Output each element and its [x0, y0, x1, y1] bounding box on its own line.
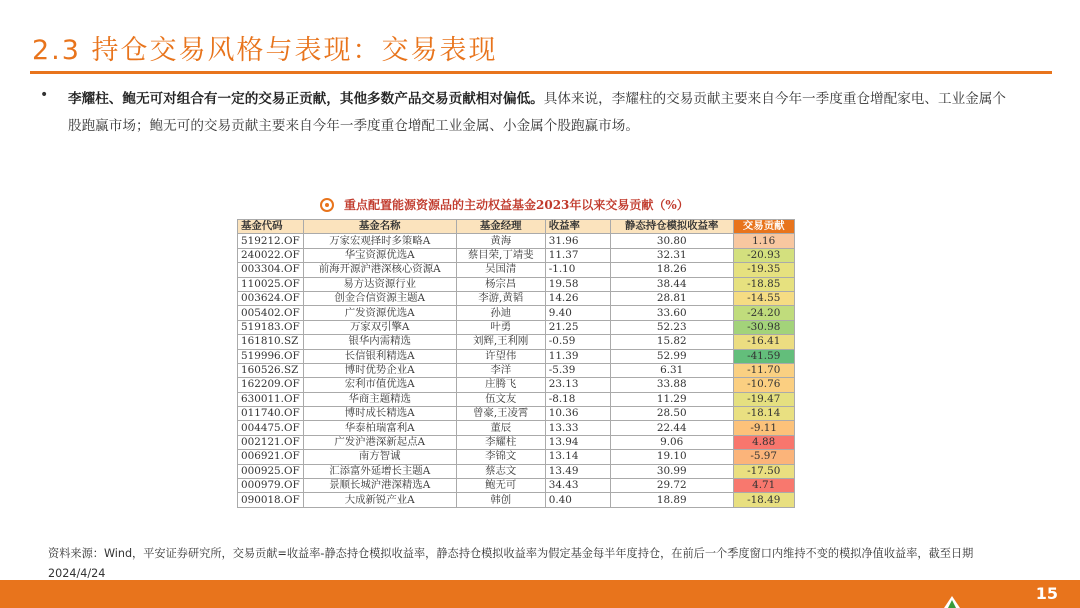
trade-contribution-cell: -19.47	[733, 392, 794, 406]
fund-code-cell: 002121.OF	[238, 435, 304, 449]
trade-contribution-cell: -41.59	[733, 349, 794, 363]
header-fund-name: 基金名称	[303, 220, 456, 234]
table-caption-text: 重点配置能源资源品的主动权益基金2023年以来交易贡献（%）	[344, 198, 689, 212]
fund-name-cell: 宏利市值优选A	[303, 378, 456, 392]
return-cell: 10.36	[545, 407, 610, 421]
static-return-cell: 29.72	[610, 479, 733, 493]
fund-manager-cell: 李洋	[456, 363, 545, 377]
fund-manager-cell: 蔡志文	[456, 464, 545, 478]
table-row	[238, 450, 795, 464]
table-row	[238, 407, 795, 421]
bullet-text	[68, 86, 1018, 140]
fund-manager-cell: 鲍无可	[456, 479, 545, 493]
header-fund-manager: 基金经理	[456, 220, 545, 234]
fund-manager-cell: 许望伟	[456, 349, 545, 363]
fund-code-cell: 006921.OF	[238, 450, 304, 464]
table-row	[238, 392, 795, 406]
fund-manager-cell: 叶勇	[456, 320, 545, 334]
title-divider	[30, 71, 1052, 74]
footer-bar	[0, 580, 1080, 608]
trade-contribution-cell: 4.71	[733, 479, 794, 493]
fund-code-cell: 005402.OF	[238, 306, 304, 320]
fund-name-cell: 广发资源优选A	[303, 306, 456, 320]
static-return-cell: 18.89	[610, 493, 733, 507]
static-return-cell: 9.06	[610, 435, 733, 449]
return-cell: 31.96	[545, 234, 610, 248]
header-return: 收益率	[545, 220, 610, 234]
fund-code-cell: 519183.OF	[238, 320, 304, 334]
return-cell: 14.26	[545, 291, 610, 305]
fund-manager-cell: 刘辉,王利刚	[456, 335, 545, 349]
fund-manager-cell: 韩创	[456, 493, 545, 507]
fund-code-cell: 519996.OF	[238, 349, 304, 363]
page-number: 15	[1035, 584, 1058, 603]
fund-code-cell: 003304.OF	[238, 263, 304, 277]
return-cell: -1.10	[545, 263, 610, 277]
trade-contribution-cell: -17.50	[733, 464, 794, 478]
fund-name-cell: 汇添富外延增长主题A	[303, 464, 456, 478]
table-row	[238, 320, 795, 334]
fund-name-cell: 华泰柏瑞富利A	[303, 421, 456, 435]
fund-code-cell: 000925.OF	[238, 464, 304, 478]
return-cell: 34.43	[545, 479, 610, 493]
static-return-cell: 33.88	[610, 378, 733, 392]
static-return-cell: 18.26	[610, 263, 733, 277]
fund-manager-cell: 李耀柱	[456, 435, 545, 449]
table-row	[238, 421, 795, 435]
fund-name-cell: 易方达资源行业	[303, 277, 456, 291]
bullet-rest-text: 具体来说，李耀柱的交易贡献主要来自今年一季度重仓增配家电、工业金属个股跑赢市场；鲍无可的交易贡献主要来自今年一季度重仓增配工业金属、小金属个股跑赢市场。	[68, 91, 1006, 134]
static-return-cell: 52.99	[610, 349, 733, 363]
fund-name-cell: 南方智诚	[303, 450, 456, 464]
static-return-cell: 30.99	[610, 464, 733, 478]
fund-name-cell: 博时优势企业A	[303, 363, 456, 377]
return-cell: 13.94	[545, 435, 610, 449]
return-cell: -8.18	[545, 392, 610, 406]
trade-contribution-cell: -18.85	[733, 277, 794, 291]
table-row	[238, 378, 795, 392]
fund-name-cell: 前海开源沪港深核心资源A	[303, 263, 456, 277]
static-return-cell: 28.50	[610, 407, 733, 421]
fund-code-cell: 000979.OF	[238, 479, 304, 493]
fund-code-cell: 090018.OF	[238, 493, 304, 507]
bullet-bold-text: 李耀柱、鲍无可对组合有一定的交易正贡献，其他多数产品交易贡献相对偏低。	[68, 91, 544, 107]
trade-contribution-cell: -16.41	[733, 335, 794, 349]
return-cell: 11.37	[545, 248, 610, 262]
fund-code-cell: 160526.SZ	[238, 363, 304, 377]
table-row	[238, 349, 795, 363]
return-cell: 13.14	[545, 450, 610, 464]
table-row	[238, 277, 795, 291]
fund-name-cell: 创金合信资源主题A	[303, 291, 456, 305]
source-note: 资料来源：Wind，平安证券研究所，交易贡献=收益率-静态持仓模拟收益率，静态持仓模拟收益率为假定基金每半年度持仓，在前后一个季度窗口内维持不变的模拟净值收益率，截至日期2024/4/24	[48, 547, 974, 580]
fund-manager-cell: 董辰	[456, 421, 545, 435]
return-cell: 23.13	[545, 378, 610, 392]
trade-contribution-cell: -24.20	[733, 306, 794, 320]
trade-contribution-cell: -19.35	[733, 263, 794, 277]
fund-name-cell: 大成新锐产业A	[303, 493, 456, 507]
fund-name-cell: 万家双引擎A	[303, 320, 456, 334]
table-row	[238, 335, 795, 349]
fund-code-cell: 240022.OF	[238, 248, 304, 262]
table-row	[238, 263, 795, 277]
fund-code-cell: 162209.OF	[238, 378, 304, 392]
trade-contribution-cell: -14.55	[733, 291, 794, 305]
table-row	[238, 464, 795, 478]
fund-manager-cell: 李锦文	[456, 450, 545, 464]
return-cell: -0.59	[545, 335, 610, 349]
fund-name-cell: 长信银利精选A	[303, 349, 456, 363]
table-row	[238, 248, 795, 262]
trade-contribution-cell: -18.49	[733, 493, 794, 507]
fund-code-cell: 630011.OF	[238, 392, 304, 406]
fund-name-cell: 华宝资源优选A	[303, 248, 456, 262]
static-return-cell: 33.60	[610, 306, 733, 320]
trade-contribution-cell: -5.97	[733, 450, 794, 464]
static-return-cell: 28.81	[610, 291, 733, 305]
trade-contribution-cell: -30.98	[733, 320, 794, 334]
static-return-cell: 32.31	[610, 248, 733, 262]
table-row	[238, 493, 795, 507]
return-cell: 11.39	[545, 349, 610, 363]
static-return-cell: 22.44	[610, 421, 733, 435]
static-return-cell: 52.23	[610, 320, 733, 334]
static-return-cell: 30.80	[610, 234, 733, 248]
table-row	[238, 435, 795, 449]
table-row	[238, 234, 795, 248]
fund-manager-cell: 庄腾飞	[456, 378, 545, 392]
table-caption	[320, 196, 689, 213]
header-trade-contribution: 交易贡献	[733, 220, 794, 234]
target-icon	[320, 198, 334, 212]
fund-manager-cell: 吴国清	[456, 263, 545, 277]
return-cell: 13.49	[545, 464, 610, 478]
fund-manager-cell: 黄海	[456, 234, 545, 248]
fund-manager-cell: 李游,黄韬	[456, 291, 545, 305]
fund-code-cell: 004475.OF	[238, 421, 304, 435]
fund-name-cell: 华商主题精选	[303, 392, 456, 406]
fund-manager-cell: 伍文友	[456, 392, 545, 406]
fund-code-cell: 003624.OF	[238, 291, 304, 305]
static-return-cell: 19.10	[610, 450, 733, 464]
static-return-cell: 6.31	[610, 363, 733, 377]
fund-manager-cell: 蔡目荣,丁靖斐	[456, 248, 545, 262]
return-cell: 9.40	[545, 306, 610, 320]
fund-name-cell: 广发沪港深新起点A	[303, 435, 456, 449]
trade-contribution-cell: -20.93	[733, 248, 794, 262]
trade-contribution-cell: 1.16	[733, 234, 794, 248]
trade-contribution-cell: -9.11	[733, 421, 794, 435]
fund-name-cell: 景顺长城沪港深精选A	[303, 479, 456, 493]
page-title: 2.3 持仓交易风格与表现：交易表现	[32, 35, 498, 66]
bullet-dot-icon: •	[40, 87, 49, 103]
fund-code-cell: 519212.OF	[238, 234, 304, 248]
fund-manager-cell: 孙迪	[456, 306, 545, 320]
fund-table	[237, 219, 795, 508]
table-row	[238, 479, 795, 493]
fund-code-cell: 110025.OF	[238, 277, 304, 291]
trade-contribution-cell: -18.14	[733, 407, 794, 421]
fund-name-cell: 万家宏观择时多策略A	[303, 234, 456, 248]
header-static-return: 静态持仓模拟收益率	[610, 220, 733, 234]
table-row	[238, 291, 795, 305]
trade-contribution-cell: -11.70	[733, 363, 794, 377]
return-cell: 0.40	[545, 493, 610, 507]
fund-manager-cell: 曾豪,王凌霄	[456, 407, 545, 421]
table-row	[238, 363, 795, 377]
static-return-cell: 15.82	[610, 335, 733, 349]
fund-manager-cell: 杨宗昌	[456, 277, 545, 291]
static-return-cell: 11.29	[610, 392, 733, 406]
trade-contribution-cell: -10.76	[733, 378, 794, 392]
brand-logo-icon	[944, 596, 960, 608]
table-header-row	[238, 220, 795, 234]
table-row	[238, 306, 795, 320]
return-cell: -5.39	[545, 363, 610, 377]
fund-name-cell: 银华内需精选	[303, 335, 456, 349]
fund-code-cell: 011740.OF	[238, 407, 304, 421]
fund-code-cell: 161810.SZ	[238, 335, 304, 349]
return-cell: 19.58	[545, 277, 610, 291]
static-return-cell: 38.44	[610, 277, 733, 291]
trade-contribution-cell: 4.88	[733, 435, 794, 449]
return-cell: 13.33	[545, 421, 610, 435]
fund-name-cell: 博时成长精选A	[303, 407, 456, 421]
return-cell: 21.25	[545, 320, 610, 334]
header-fund-code: 基金代码	[238, 220, 304, 234]
